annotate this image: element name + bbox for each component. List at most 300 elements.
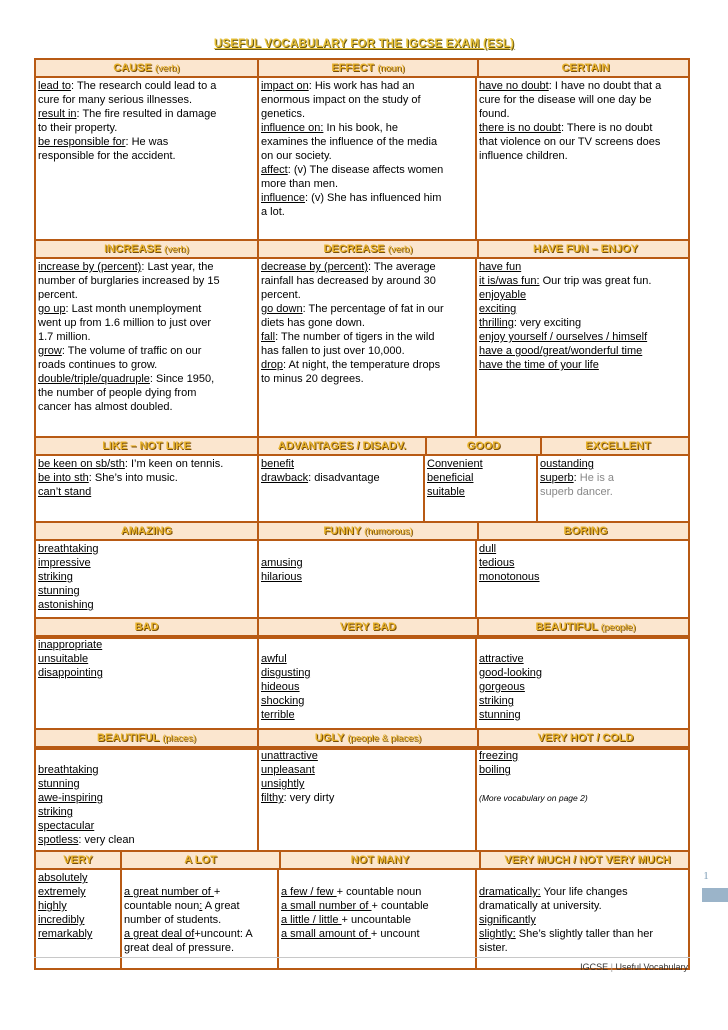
vocab-term: result in [38,108,77,120]
vocab-term: striking [479,695,514,707]
vocab-line [261,205,473,219]
vocab-line [479,927,686,941]
vocab-term: grow [38,345,62,357]
vocab-text: superb dancer. [540,486,613,498]
vocab-text: : The percentage of fat in our [302,303,444,315]
column-header-subtitle: (verb) [387,244,413,255]
vocab-line [261,666,473,680]
vocab-line [427,457,534,471]
vocab-term: shocking [261,695,305,707]
vocab-text: influence children. [479,150,568,162]
vocab-line [261,652,473,666]
vocab-term: unsuitable [38,653,89,665]
vocab-term: dramatically: [479,886,541,898]
vocab-cell [475,78,688,242]
column-header [257,730,477,746]
vocab-line [540,485,686,499]
vocab-line [261,344,473,358]
vocab-text: She’s slightly taller than her [515,928,654,940]
vocab-line [124,913,275,927]
vocab-term: impressive [38,557,91,569]
vocab-line [261,274,473,288]
vocab-line [479,288,686,302]
vocab-term: a small amount of [281,928,371,940]
vocab-text: number of burglaries increased by 15 [38,275,220,287]
column-header [257,241,477,257]
column-header [36,619,257,635]
vocab-term: striking [38,571,73,583]
vocab-text: : The fire resulted in damage [76,108,217,120]
vocab-line [261,471,421,485]
vocab-text: to their property. [38,122,118,134]
vocab-text: roads continues to grow. [38,359,158,371]
vocab-term: stunning [38,778,80,790]
vocab-line [261,302,473,316]
vocab-line [38,107,255,121]
vocab-line [479,652,686,666]
column-header-label: CERTAIN [561,62,610,74]
vocab-line [124,885,275,899]
vocab-term: absolutely [38,872,88,884]
vocab-cell [257,456,423,523]
vocab-term: superb [540,472,574,484]
section-header-row [36,730,688,748]
vocab-line [38,749,255,763]
vocab-line [479,777,686,791]
column-header-subtitle: (verb) [154,63,180,74]
column-header-label: VERY [63,854,93,866]
vocab-term: enjoy yourself / ourselves / himself [479,331,648,343]
vocab-line [261,749,473,763]
vocab-text: + countable noun [336,886,422,898]
vocab-line [479,941,686,955]
vocab-term: incredibly [38,914,85,926]
vocab-line [281,885,473,899]
vocab-term: thrilling [479,317,514,329]
vocab-term: remarkably [38,928,93,940]
section-header-row [36,60,688,78]
column-header [540,438,694,454]
vocab-term: be responsible for [38,136,126,148]
vocab-line [261,457,421,471]
vocab-line [38,149,255,163]
vocab-term: amusing [261,557,303,569]
section-header-row [36,523,688,541]
column-header-label: EFFECT [331,62,375,74]
vocab-term: inappropriate [38,639,103,651]
vocab-line [261,708,473,722]
vocab-text: on our society. [261,150,332,162]
vocab-line [479,763,686,777]
vocab-line [479,149,686,163]
vocab-text: + [213,886,221,898]
vocab-text: rainfall has decreased by around 30 [261,275,436,287]
vocab-text: : I have no doubt that a [548,80,662,92]
vocab-line [38,93,255,107]
vocab-term: be keen on sb/sth [38,458,125,470]
vocab-term: increase by (percent) [38,261,142,273]
column-header-label: ADVANTAGES / DISADV. [277,440,407,452]
vocab-text: : (v) The disease affects women [287,164,444,176]
vocab-line [479,570,686,584]
vocab-term: enjoyable [479,289,527,301]
vocab-term: striking [38,806,73,818]
column-header [477,241,692,257]
vocab-line [38,927,118,941]
column-header-label: A LOT [184,854,217,866]
vocab-line [261,638,473,652]
column-header [477,523,692,539]
vocab-line [38,344,255,358]
vocab-line [38,763,255,777]
vocab-text: : The volume of traffic on our [61,345,202,357]
vocab-cell [36,78,257,242]
vocab-cell [120,870,277,968]
vocab-line [479,260,686,274]
vocab-line [38,777,255,791]
vocab-term: monotonous [479,571,540,583]
page-number: 1 [703,870,709,882]
vocab-term: fall [261,331,276,343]
column-header [479,852,694,868]
vocab-term: boiling [479,764,511,776]
vocab-term: significantly [479,914,536,926]
vocab-line [38,121,255,135]
column-header-subtitle: (humorous) [364,526,413,537]
vocab-line [479,274,686,288]
vocab-line [38,638,255,652]
vocab-line [261,694,473,708]
vocab-line [479,749,686,763]
vocab-term: hilarious [261,571,302,583]
vocab-term: drop [261,359,284,371]
vocab-line [38,598,255,612]
vocab-text: that violence on our TV screens does [479,136,661,148]
vocab-line [38,274,255,288]
vocab-text: (More vocabulary on page 2) [479,793,588,803]
vocab-line [38,316,255,330]
footer-right: Useful Vocabulary [615,962,688,972]
column-header-label: HAVE FUN – ENJOY [533,243,638,255]
vocab-text: : very exciting [513,317,582,329]
vocab-term: a few / few [281,886,337,898]
section-header-row [36,438,688,456]
vocab-text: : disadvantage [308,472,380,484]
column-header [257,438,425,454]
vocab-cell [257,78,475,242]
vocab-text: Our trip was great fun. [539,275,652,287]
column-header-subtitle: (people & places) [347,733,422,744]
vocab-text: : There is no doubt [560,122,653,134]
vocab-line [38,330,255,344]
vocab-line [38,386,255,400]
vocab-line [38,805,255,819]
vocab-term: spotless [38,834,79,846]
vocab-line [261,777,473,791]
vocab-line [427,471,534,485]
vocab-line [261,177,473,191]
vocab-cell [536,456,688,523]
vocab-text: : (v) She has influenced him [305,192,442,204]
vocab-text: : very dirty [283,792,335,804]
vocab-line [261,163,473,177]
vocab-text: responsible for the accident. [38,150,176,162]
vocab-line [479,556,686,570]
vocab-text: + countable [371,900,429,912]
column-header-label: BORING [563,525,608,537]
column-header-label: DECREASE [323,243,385,255]
vocab-cell [475,870,688,968]
vocab-term: it is/was fun: [479,275,540,287]
column-header [36,852,120,868]
vocab-term: a small number of [281,900,372,912]
vocab-line [479,121,686,135]
vocab-text: + uncountable [341,914,411,926]
vocab-term: can’t stand [38,486,92,498]
column-header-subtitle: (people) [600,622,636,633]
vocab-line [38,135,255,149]
vocab-term: benefit [261,458,295,470]
column-header-label: BEAUTIFUL [535,621,598,633]
vocab-line [261,191,473,205]
vocab-term: lead to [38,80,72,92]
vocab-text: : I’m keen on tennis. [124,458,224,470]
vocab-text: In his book, he [323,122,398,134]
column-header [120,852,279,868]
vocab-term: drawback [261,472,309,484]
vocab-term: extremely [38,886,86,898]
footer-rule [34,957,690,958]
section-header-row [36,241,688,259]
section-1 [34,58,690,244]
vocab-term: breathtaking [38,764,99,776]
vocab-cell [36,748,257,860]
vocab-text: : [573,472,580,484]
vocab-text: found. [479,108,510,120]
vocab-line [124,899,275,913]
column-header [36,60,257,76]
column-header [279,852,479,868]
column-header-label: NOT MANY [350,854,410,866]
vocab-term: a great deal of [124,928,195,940]
vocab-line [479,302,686,316]
column-header-label: LIKE – NOT LIKE [102,440,191,452]
vocab-line [479,708,686,722]
vocab-cell [36,870,120,968]
vocab-term: there is no doubt [479,122,561,134]
footer-separator: | [610,962,613,972]
vocab-line [38,79,255,93]
vocab-term: dull [479,543,497,555]
vocab-term: good-looking [479,667,542,679]
vocab-line [38,666,255,680]
vocab-text: countable noun [124,900,200,912]
vocab-term: have a good/great/wonderful time [479,345,643,357]
section-header-row [36,852,688,870]
vocab-line [38,358,255,372]
vocab-line [479,344,686,358]
column-header-subtitle: (noun) [377,63,405,74]
vocab-term: spectacular [38,820,95,832]
vocab-term: a great number of [124,886,214,898]
vocab-line [479,913,686,927]
vocab-line [479,680,686,694]
vocab-text: has fallen to just over 10,000. [261,345,405,357]
column-header [425,438,540,454]
vocab-text: examines the influence of the media [261,136,438,148]
vocab-term: hideous [261,681,300,693]
column-header [477,60,692,76]
footer [580,962,688,972]
vocab-cell [257,259,475,438]
vocab-line [124,941,275,955]
section-body-row [36,456,688,523]
column-header-subtitle: (places) [162,733,196,744]
vocab-text: : He was [125,136,169,148]
vocab-term: a little / little [281,914,342,926]
vocab-term: go down [261,303,303,315]
vocab-term: stunning [479,709,521,721]
page-title: USEFUL VOCABULARY FOR THE IGCSE EXAM (ESL) [213,38,515,50]
vocab-line [479,899,686,913]
column-header-label: AMAZING [120,525,173,537]
vocab-line [261,570,473,584]
vocab-text: to minus 20 degrees. [261,373,364,385]
vocab-text: sister. [479,942,508,954]
page-tab-marker [702,888,728,902]
vocab-line [261,372,473,386]
vocab-term: have the time of your life [479,359,599,371]
vocab-line [261,107,473,121]
vocab-term: exciting [479,303,517,315]
vocab-line [281,899,473,913]
vocab-line [479,93,686,107]
column-header [257,60,477,76]
vocab-line [479,79,686,93]
vocab-line [479,316,686,330]
column-header-label: INCREASE [104,243,161,255]
vocab-term: have no doubt [479,80,549,92]
section-body-row [36,78,688,242]
vocab-line [281,913,473,927]
vocab-text: the number of people dying from [38,387,197,399]
vocab-term: oustanding [540,458,594,470]
vocab-term: unattractive [261,750,318,762]
column-header-label: VERY MUCH / NOT VERY MUCH [504,854,671,866]
vocab-term: suitable [427,486,465,498]
vocab-cell [423,456,536,523]
vocab-line [261,791,473,805]
column-header-label: UGLY [314,732,345,744]
column-header [36,730,257,746]
vocab-cell [257,748,475,860]
column-header-label: VERY BAD [339,621,397,633]
vocab-line [261,680,473,694]
vocab-term: disappointing [38,667,103,679]
vocab-term: influence on: [261,122,324,134]
vocab-term: influence [261,192,306,204]
vocab-line [261,358,473,372]
vocab-term: go up [38,303,66,315]
column-header [36,523,257,539]
column-header-label: VERY HOT / COLD [537,732,634,744]
vocab-line [38,899,118,913]
vocab-line [38,302,255,316]
vocab-line [38,885,118,899]
vocab-term: tedious [479,557,515,569]
vocab-text: genetics. [261,108,306,120]
vocab-line [479,358,686,372]
vocab-text: dramatically at university. [479,900,602,912]
vocab-text: : She’s into music. [88,472,178,484]
vocab-term: attractive [479,653,524,665]
vocab-term: beneficial [427,472,474,484]
vocab-term: unpleasant [261,764,315,776]
vocab-line [261,316,473,330]
vocab-text: + uncount [370,928,420,940]
column-header-label: CAUSE [113,62,152,74]
vocab-term: awe-inspiring [38,792,103,804]
vocab-line [261,288,473,302]
column-header-label: GOOD [466,440,501,452]
column-header-label: FUNNY [323,525,362,537]
vocab-term: gorgeous [479,681,525,693]
vocab-term: filthy [261,792,284,804]
vocab-text: number of students. [124,914,222,926]
column-header [477,619,692,635]
vocab-text: : Since 1950, [149,373,215,385]
vocab-line [38,485,255,499]
vocab-line [261,79,473,93]
vocab-term: breathtaking [38,543,99,555]
vocab-text: Your life changes [540,886,628,898]
column-header-label: BEAUTIFUL [97,732,160,744]
vocab-text: cancer has almost doubled. [38,401,173,413]
vocab-text: : Last month unemployment [65,303,202,315]
section-header-row [36,619,688,637]
column-header-label: BAD [134,621,159,633]
vocab-line [38,288,255,302]
vocab-line [38,400,255,414]
section-body-row [36,870,688,968]
vocab-line [38,791,255,805]
vocab-line [261,135,473,149]
vocab-line [38,833,255,847]
vocab-line [38,260,255,274]
column-header [257,619,477,635]
vocab-line [261,93,473,107]
vocab-line [261,260,473,274]
vocab-term: astonishing [38,599,94,611]
vocab-line [38,457,255,471]
vocab-line [427,485,534,499]
vocab-cell [277,870,475,968]
vocab-text: +uncount: A [194,928,253,940]
vocab-cell [36,259,257,438]
vocab-line [261,149,473,163]
vocab-term: : [199,900,203,912]
section-3 [34,436,690,525]
vocab-text: : The average [368,261,436,273]
vocab-term: Convenient [427,458,483,470]
vocab-line [540,457,686,471]
vocab-term: be into sth [38,472,89,484]
vocab-term: stunning [38,585,80,597]
vocab-line [261,556,473,570]
vocab-line [124,871,275,885]
vocab-text: : The research could lead to a [71,80,217,92]
vocab-line [479,666,686,680]
